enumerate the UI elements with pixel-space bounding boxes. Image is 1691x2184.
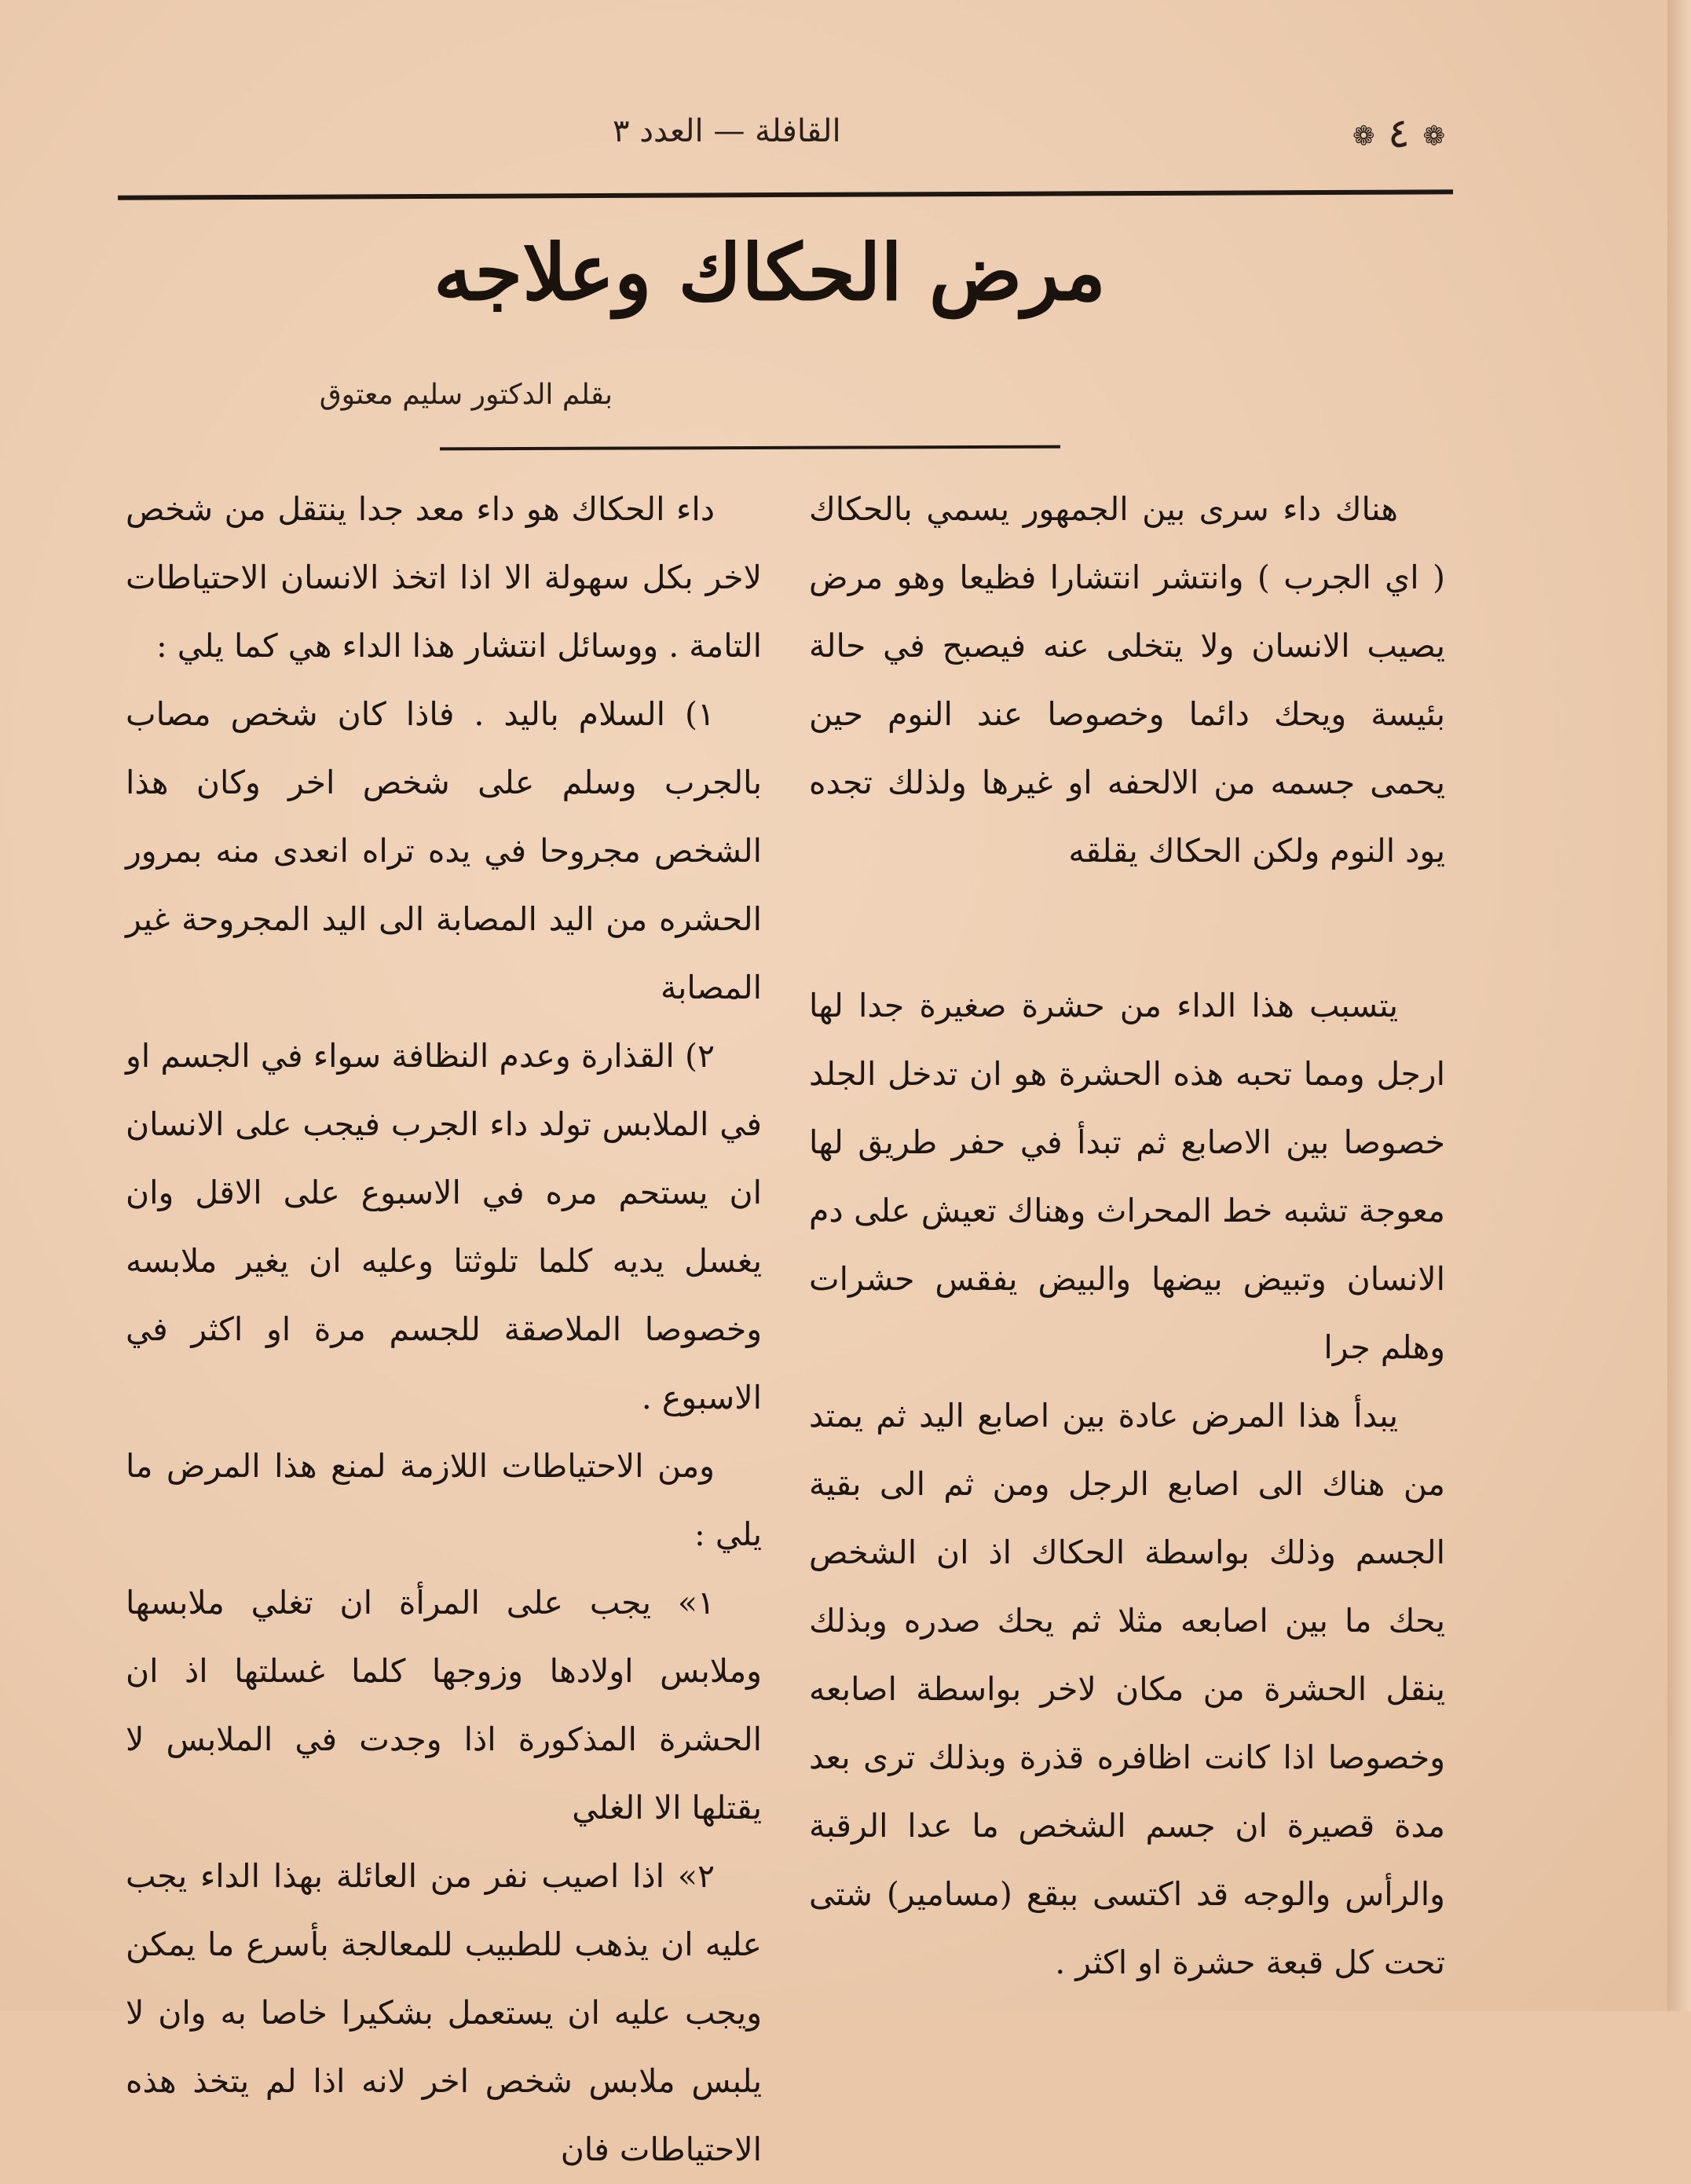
article-title: مرض الحكاك وعلاجه [434,228,1106,318]
list-item: ١» يجب على المرأة ان تغلي ملابسها وملابس اولادها وزوجها كلما غسلتها اذ ان الحشرة المذكورة اذا وجدت في الملابس لا يقتلها الا الغلي [126,1584,762,1827]
paper-edge [1667,0,1691,2011]
ornament-left-icon: ❁ [1352,120,1375,152]
article-byline: بقلم الدكتور سليم معتوق [319,379,613,411]
list-item: ٢) القذارة وعدم النظافة سواء في الجسم او في الملابس تولد داء الجرب فيجب على الانسان ان يستحم مره في الاسبوع على الاقل وان يغسل يديه كلما تلوثتا وعليه ان يغير ملابسه وخصوصا الملاصقة للجسم مرة او اكثر في الاسبوع . [126,1037,762,1416]
page-number-value: ٤ [1388,110,1410,157]
paragraph: هناك داء سرى بين الجمهور يسمي بالحكاك ( اي الجرب ) وانتشر انتشارا فظيعا وهو مرض يصيب الانسان ولا يتخلى عنه فيصبح في حالة بئيسة ويحك دائما وخصوصا عند النوم حين يحمى جسمه من الالحفه او غيرها ولذلك تجده يود النوم ولكن الحكاك يقلقه [809,490,1445,870]
left-column [126,475,762,2184]
page-header [118,110,1445,173]
running-head: القافلة — العدد ٣ [613,113,841,149]
ornament-right-icon: ❁ [1422,120,1445,152]
subheading: ومن الاحتياطات اللازمة لمنع هذا المرض ما يلي : [126,1447,762,1553]
page-number [1352,110,1445,157]
right-column [809,475,1445,1997]
list-item: ١) السلام باليد . فاذا كان شخص مصاب بالجرب وسلم على شخص اخر وكان هذا الشخص مجروحا في يده تراه انعدى منه بمرور الحشره من اليد المصابة الى اليد المجروحة غير المصابة [126,695,762,1006]
paragraph: داء الحكاك هو داء معد جدا ينتقل من شخص لاخر بكل سهولة الا اذا اتخذ الانسان الاحتياطات التامة . ووسائل انتشار هذا الداء هي كما يلي : [126,490,762,665]
paragraph: يبدأ هذا المرض عادة بين اصابع اليد ثم يمتد من هناك الى اصابع الرجل ومن ثم الى بقية الجسم وذلك بواسطة الحكاك اذ ان الشخص يحك ما بين اصابعه مثلا ثم يحك صدره وبذلك ينقل الحشرة من مكان لاخر بواسطة اصابعه وخصوصا اذا كانت اظافره قذرة وبذلك ترى بعد مدة قصيرة ان جسم الشخص ما عدا الرقبة والرأس والوجه قد اكتسى ببقع (مسامير) شتى تحت كل قبعة حشرة او اكثر . [809,1397,1445,1981]
paragraph: يتسبب هذا الداء من حشرة صغيرة جدا لها ارجل ومما تحبه هذه الحشرة هو ان تدخل الجلد خصوصا بين الاصابع ثم تبدأ في حفر طريق لها معوجة تشبه خط المحراث وهناك تعيش على دم الانسان وتبيض بيضها والبيض يفقس حشرات وهلم جرا [809,987,1445,1366]
list-item: ٢» اذا اصيب نفر من العائلة بهذا الداء يجب عليه ان يذهب للطبيب للمعالجة بأسرع ما يمكن ويجب عليه ان يستعمل بشكيرا خاصا به وان لا يلبس ملابس شخص اخر لانه اذا لم يتخذ هذه الاحتياطات فان [126,1857,762,2168]
